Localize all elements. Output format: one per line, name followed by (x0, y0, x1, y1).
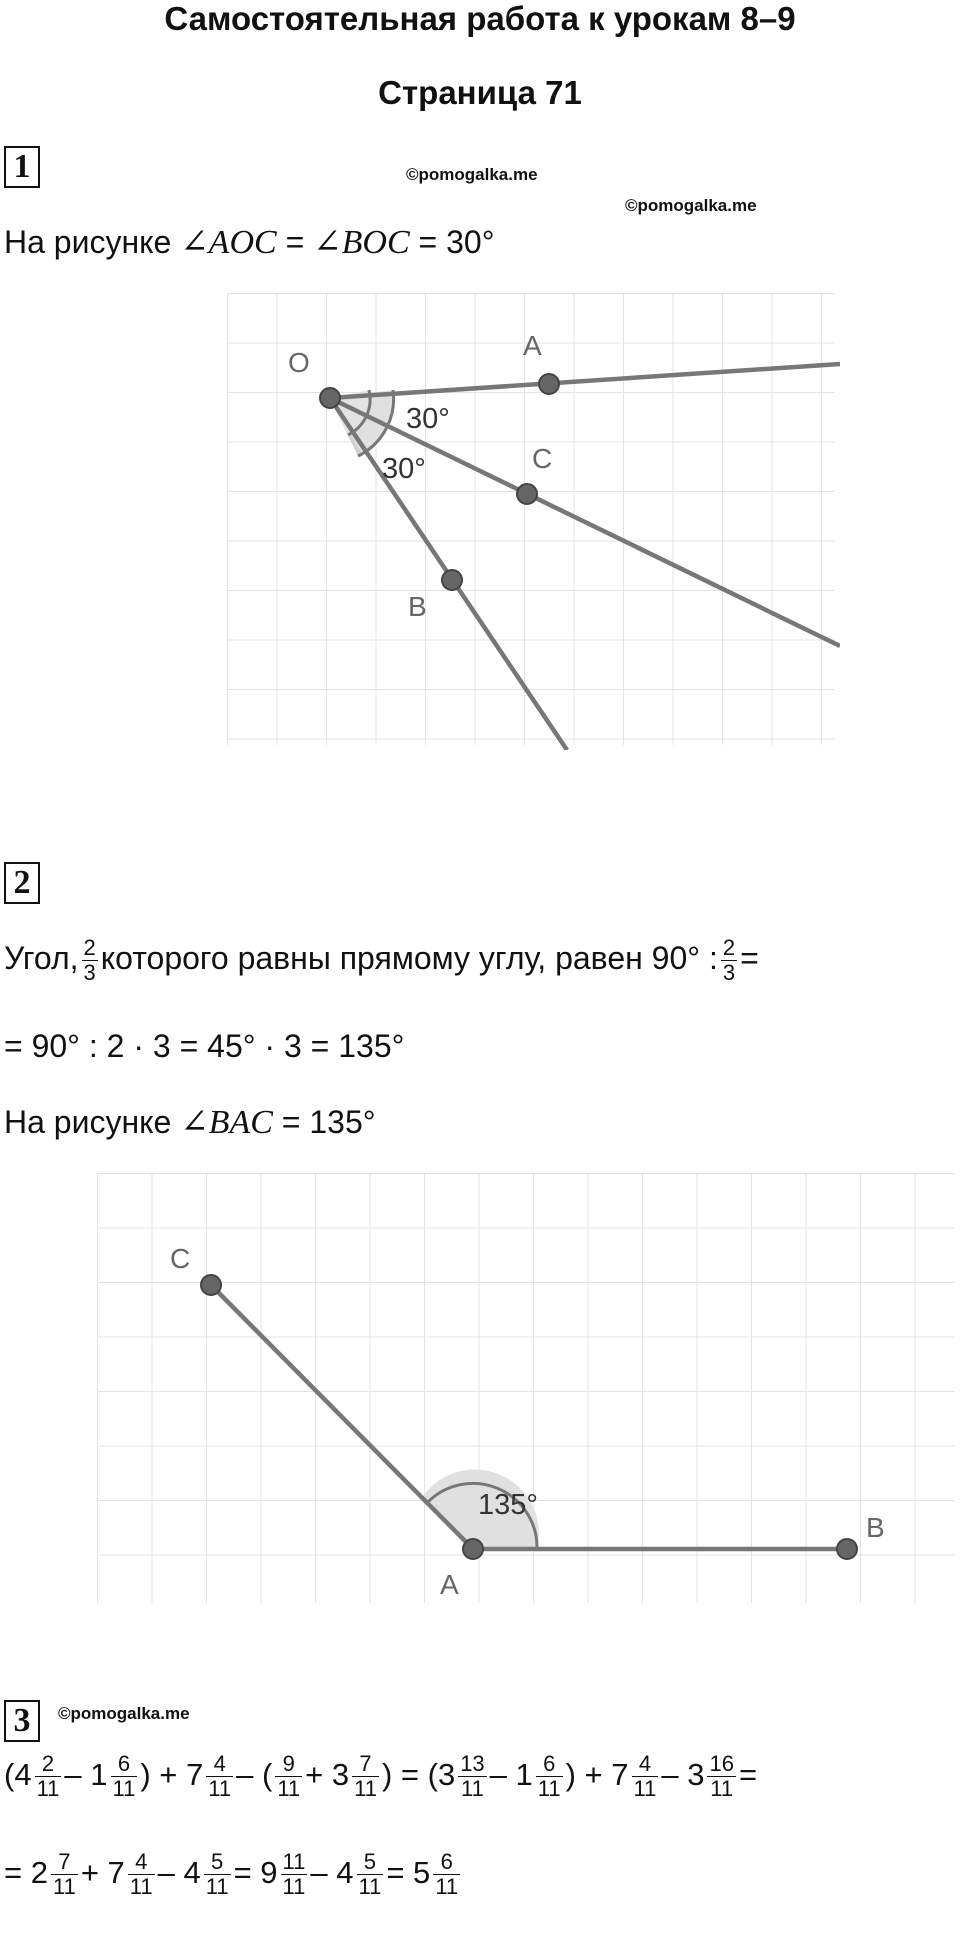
term: + 3 (305, 1756, 350, 1792)
task2-text: На рисунке (4, 1104, 181, 1140)
denominator: 11 (282, 1874, 306, 1900)
numerator: 5 (363, 1849, 377, 1874)
denominator: 11 (633, 1776, 657, 1802)
term: – 3 (661, 1756, 705, 1792)
angle-boc: ∠BOC (313, 224, 410, 261)
numerator: 5 (211, 1849, 224, 1874)
task2-line2: = 90° : 2 · 3 = 45° · 3 = 135° (4, 1028, 405, 1064)
angle-bac: ∠BAC (180, 1104, 273, 1141)
denominator: 11 (458, 1776, 486, 1801)
task2-line3 (4, 1102, 376, 1142)
angle-value: = 135° (272, 1104, 376, 1140)
fraction (51, 1850, 78, 1899)
numerator: 2 (722, 935, 736, 960)
fraction (707, 1752, 735, 1801)
denominator: 11 (205, 1874, 229, 1900)
watermark: ©pomogalka.me (58, 1704, 190, 1723)
denominator: 11 (112, 1776, 136, 1802)
term: = 5 (386, 1854, 431, 1890)
angle-label-bac: 135° (478, 1489, 538, 1521)
denominator: 11 (36, 1776, 60, 1802)
fraction (128, 1850, 155, 1899)
fraction (275, 1752, 302, 1801)
numerator: 7 (58, 1849, 71, 1874)
task1-statement (4, 222, 495, 262)
angle-label-boc: 30° (382, 453, 426, 485)
point-a (463, 1539, 483, 1559)
task2-text: Угол, (4, 940, 79, 977)
term: = 9 (233, 1854, 278, 1890)
denominator: 11 (208, 1776, 232, 1802)
fraction (536, 1752, 563, 1801)
fraction (632, 1752, 659, 1801)
term: – 4 (157, 1854, 201, 1890)
task2-figure (92, 1168, 960, 1608)
equals: = (740, 940, 759, 977)
denominator: 11 (354, 1776, 377, 1802)
fraction (206, 1752, 233, 1801)
point-c (201, 1275, 221, 1295)
numerator: 4 (135, 1849, 148, 1874)
fraction (352, 1752, 379, 1801)
term: – 4 (310, 1854, 354, 1890)
numerator: 13 (460, 1751, 485, 1776)
label-a: A (523, 330, 542, 361)
task-number-2: 2 (4, 862, 40, 904)
label-c: C (532, 443, 553, 474)
denominator: 3 (722, 960, 736, 986)
term: + 7 (80, 1854, 125, 1890)
numerator: 7 (359, 1751, 372, 1776)
term: (4 (4, 1756, 32, 1792)
term: = (738, 1756, 758, 1792)
denominator: 11 (358, 1874, 382, 1900)
task2-line1 (4, 936, 759, 985)
watermark: ©pomogalka.me (625, 196, 757, 215)
angle-aoc: ∠AOC (180, 224, 277, 261)
fraction (721, 936, 737, 985)
numerator: 6 (440, 1849, 453, 1874)
denominator: 3 (83, 960, 96, 986)
term: – ( (236, 1756, 273, 1792)
numerator: 6 (117, 1751, 131, 1776)
term: ) = (3 (381, 1756, 456, 1792)
task1-text: На рисунке (4, 224, 181, 260)
fraction (433, 1850, 460, 1899)
label-c: C (170, 1243, 191, 1274)
numerator: 16 (709, 1751, 734, 1776)
term: – 1 (64, 1756, 108, 1792)
numerator: 2 (41, 1751, 55, 1776)
page-heading: Самостоятельная работа к урокам 8–9 (164, 0, 796, 37)
fraction (357, 1850, 384, 1899)
numerator: 2 (83, 935, 96, 960)
fraction (111, 1752, 138, 1801)
term: ) + 7 (565, 1756, 629, 1792)
fraction (204, 1850, 231, 1899)
term: ) + 7 (140, 1756, 204, 1792)
watermark: ©pomogalka.me (406, 165, 538, 184)
angle-value: = 30° (409, 224, 495, 260)
arc-boc (358, 454, 362, 456)
label-b: B (408, 591, 427, 622)
task3-row1 (4, 1752, 757, 1801)
denominator: 11 (52, 1874, 76, 1900)
term: = 2 (4, 1854, 48, 1890)
fraction (35, 1752, 62, 1801)
numerator: 6 (543, 1751, 556, 1776)
term: – 1 (489, 1756, 533, 1792)
task3-row2 (4, 1850, 463, 1899)
denominator: 11 (537, 1776, 561, 1802)
label-o: O (288, 347, 310, 378)
task-number-3: 3 (4, 1700, 40, 1742)
fraction (281, 1850, 308, 1899)
point-o (320, 388, 340, 408)
task1-figure (222, 288, 840, 750)
denominator: 11 (707, 1776, 735, 1801)
numerator: 4 (213, 1751, 226, 1776)
label-a: A (440, 1569, 459, 1600)
denominator: 11 (435, 1874, 459, 1900)
fraction (458, 1752, 486, 1801)
numerator: 9 (282, 1751, 295, 1776)
point-c (517, 484, 537, 504)
fraction (82, 936, 98, 985)
equals: = (276, 224, 314, 260)
task-number-1: 1 (4, 146, 40, 188)
point-a (539, 374, 559, 394)
denominator: 11 (277, 1776, 301, 1802)
numerator: 11 (282, 1849, 306, 1874)
denominator: 11 (129, 1874, 153, 1900)
numerator: 4 (638, 1751, 652, 1776)
point-b (837, 1539, 857, 1559)
page-number-title: Страница 71 (378, 74, 582, 111)
angle-label-aoc: 30° (406, 403, 450, 435)
task2-text: которого равны прямому углу, равен 90° : (100, 940, 718, 977)
point-b (442, 570, 462, 590)
label-b: B (866, 1512, 885, 1543)
